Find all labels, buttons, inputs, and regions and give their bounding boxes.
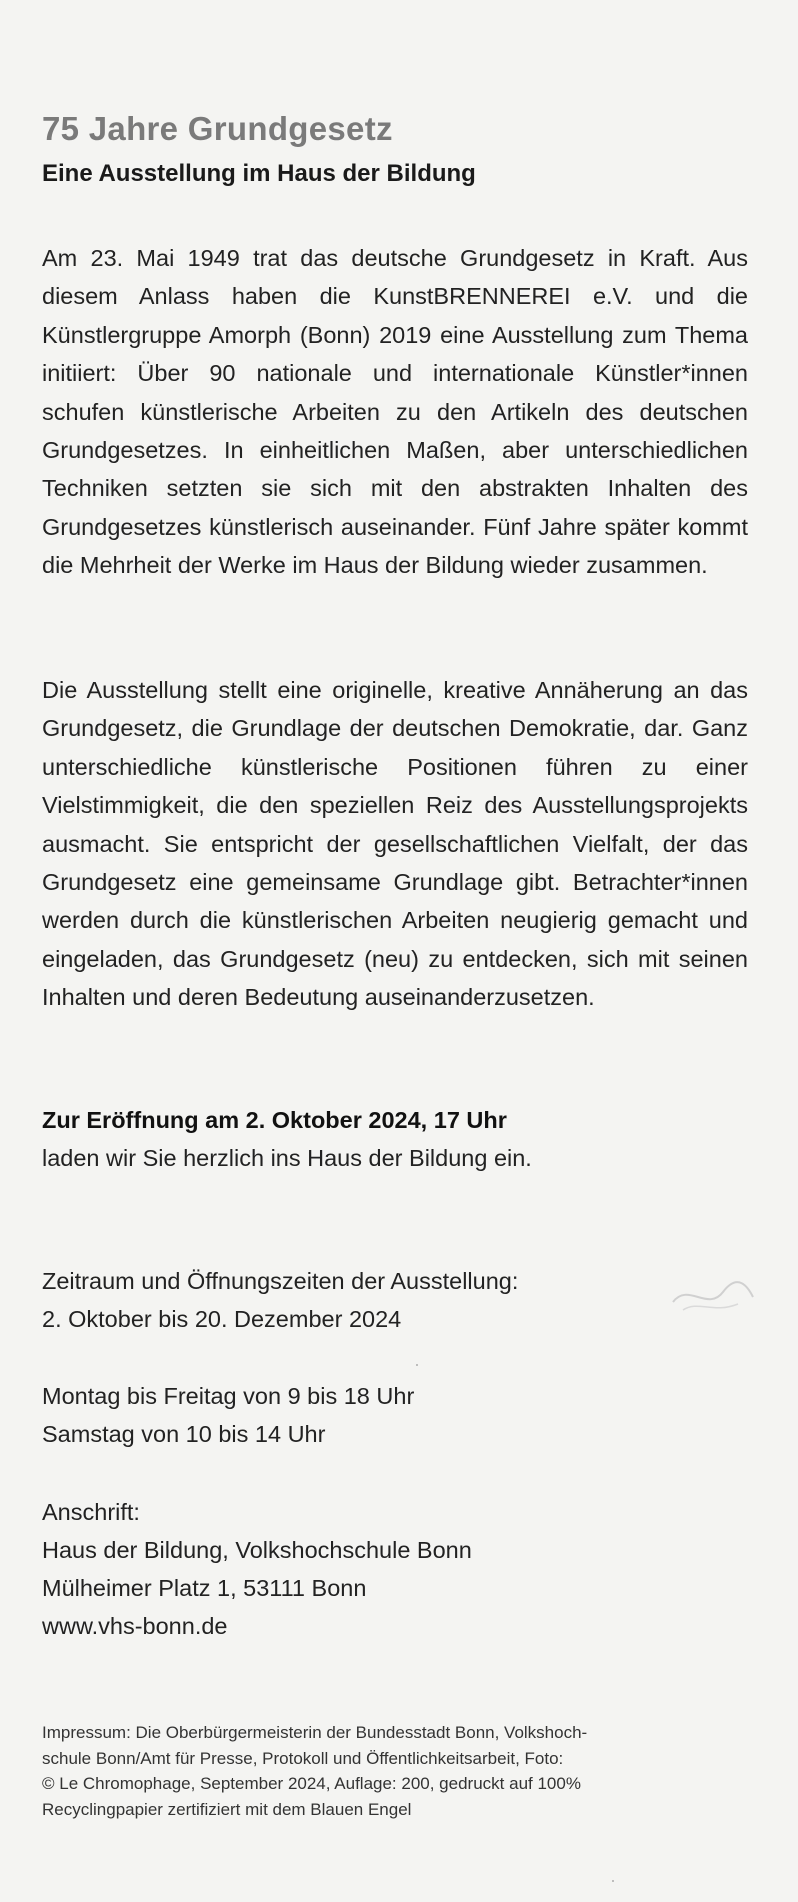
impressum-line: Recyclingpapier zertifiziert mit dem Blauen Engel [42,1799,412,1819]
scan-speck-decoration: · [610,1870,616,1890]
impressum [42,1720,742,1822]
schedule-label: Zeitraum und Öffnungszeiten der Ausstellung: [42,1268,519,1294]
opening-heading: Zur Eröffnung am 2. Oktober 2024, 17 Uhr [42,1107,507,1133]
description-paragraph: Die Ausstellung stellt eine originelle, kreative Annäherung an das Grundgesetz, die Grundlage der deutschen Demokratie, dar. Ganz unterschiedliche künstlerische Positionen führen zu einer Vielstimmigkeit, die den speziellen Reiz des Ausstellungsprojekts ausmacht. Sie entspricht der gesellschaftlichen Vielfalt, der das Grundgesetz eine gemeinsame Grundlage gibt. Betrachter*innen werden durch die künstlerischen Arbeiten neugierig gemacht und eingeladen, das Grundgesetz (neu) zu entdecken, sich mit seinen Inhalten und deren Bedeutung auseinanderzusetzen. [42,677,748,1011]
impressum-line: schule Bonn/Amt für Presse, Protokoll und Öffentlichkeitsarbeit, Foto: [42,1748,564,1768]
address-website-link[interactable]: www.vhs-bonn.de [42,1613,228,1639]
page-title: 75 Jahre Grundgesetz [42,110,393,147]
impressum-line: © Le Chromophage, September 2024, Auflage: 200, gedruckt auf 100% [42,1774,581,1793]
page-subtitle: Eine Ausstellung im Haus der Bildung [42,160,476,187]
hours-weekdays: Montag bis Freitag von 9 bis 18 Uhr [42,1383,415,1409]
opening-invitation: laden wir Sie herzlich ins Haus der Bildung ein. [42,1145,532,1171]
impressum-line: Impressum: Die Oberbürgermeisterin der Bundesstadt Bonn, Volkshoch- [42,1723,588,1742]
scan-smudge-decoration [668,1272,758,1322]
address-label: Anschrift: [42,1499,140,1525]
intro-paragraph: Am 23. Mai 1949 trat das deutsche Grundgesetz in Kraft. Aus diesem Anlass haben die KunstBRENNEREI e.V. und die Künstlergruppe Amorph (Bonn) 2019 eine Ausstellung zum Thema initiiert: Über 90 nationale und internationale Künstler*innen schufen künstlerische Arbeiten zu den Artikeln des deutschen Grundgesetzes. In einheitlichen Maßen, aber unterschiedlichen Techniken setzten sie sich mit den abstrakten Inhalten des Grundgesetzes künstlerisch auseinander. Fünf Jahre später kommt die Mehrheit der Werke im Haus der Bildung wieder zusammen. [42,245,748,579]
scan-speck-decoration: · [414,1354,420,1374]
address-street: Mülheimer Platz 1, 53111 Bonn [42,1575,367,1601]
address-name: Haus der Bildung, Volkshochschule Bonn [42,1537,472,1563]
hours-saturday: Samstag von 10 bis 14 Uhr [42,1421,326,1447]
schedule-period: 2. Oktober bis 20. Dezember 2024 [42,1306,402,1332]
